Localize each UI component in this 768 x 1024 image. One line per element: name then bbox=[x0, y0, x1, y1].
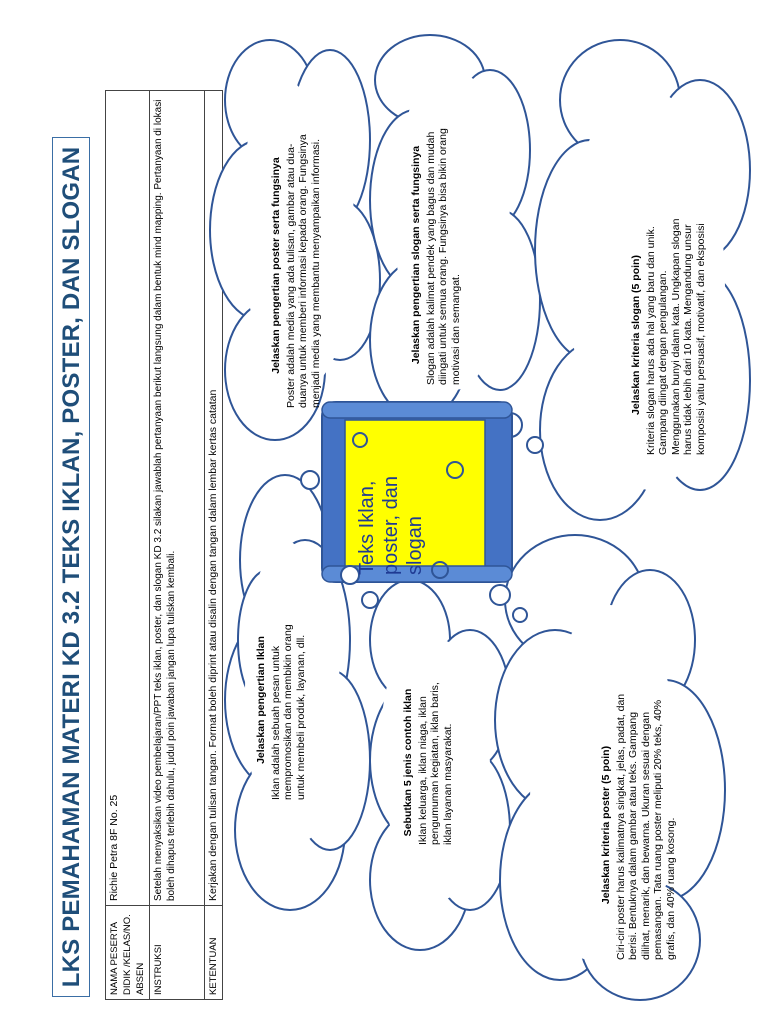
cloud-body: Iklan adalah sebuah pesan untuk mempromosikan dan membikin orang untuk membeli produk, layanan, dll. bbox=[269, 624, 307, 800]
table-label: NAMA PESERTA DIDIK /KELAS/NO. ABSEN bbox=[106, 906, 150, 1000]
cloud-heading: Sebutkan 5 jenis contoh iklan bbox=[402, 688, 414, 837]
cloud-body: Iklan keluarga, iklan niaga, iklan pengumuman kegiatan, iklan baris, iklan layanan masyarakat. bbox=[416, 682, 454, 845]
cloud-pengertian-poster bbox=[270, 123, 360, 408]
cloud-contoh-iklan bbox=[402, 680, 472, 845]
bubble bbox=[527, 437, 543, 453]
cloud-body: Poster adalah media yang ada tulisan, gambar atau dua-duanya untuk memberi informasi kepada orang. Fungsinya menjadi media yang membantu menyampaikan informasi. bbox=[284, 134, 322, 408]
center-topic bbox=[355, 415, 455, 575]
cloud-body: Ciri-ciri poster harus kalimatnya singkat, jelas, padat, dan berisi. Bentuknya dalam gambar atau teks. Gampang dilihat, menarik, dan bewarna. Ukuran sesuai dengan pemasangan. Tata ruang poster meliputi 20% teks, 40% grafis, dan 40% ruang kosong. bbox=[614, 693, 677, 960]
cloud-heading: Jelaskan pengertian Iklan bbox=[255, 636, 267, 764]
cloud-body: Slogan adalah kalimat pendek yang bagus dan mudah diingati untuk semua orang. Fungsinya bisa bikin orang motivasi dan semangat. bbox=[424, 128, 462, 385]
cloud-heading: Jelaskan kriteria slogan (5 poin) bbox=[630, 255, 642, 415]
cloud-body: Kriteria slogan harus ada hal yang baru dan unik. Gampang diingat dengan pengulangan. Menggunakan bunyi dalam kata. Ungkapan slogan harus tidak lebih dari 10 kata. Mengandung unsur komposisi yaitu persuasif, motivatif, dan eksposisi bbox=[644, 218, 707, 455]
center-topic-text: Teks Iklan, poster, dan slogan bbox=[356, 476, 426, 575]
bubble bbox=[301, 471, 319, 489]
table-label: INSTRUKSI bbox=[150, 906, 205, 1000]
cloud-iklan bbox=[255, 600, 325, 800]
cloud-kriteria-slogan bbox=[630, 215, 730, 455]
page-title: LKS PEMAHAMAN MATERI KD 3.2 TEKS IKLAN, POSTER, DAN SLOGAN bbox=[58, 146, 85, 988]
cloud-kriteria-poster bbox=[600, 690, 710, 960]
cloud-pengertian-slogan bbox=[410, 125, 500, 385]
cloud-heading: Jelaskan pengertian poster serta fungsinya bbox=[270, 157, 282, 374]
bubble bbox=[513, 608, 527, 622]
bubble bbox=[490, 585, 510, 605]
table-value: Richie Petra 8F No. 25 bbox=[106, 91, 150, 906]
table-value: Kerjakan dengan tulisan tangan. Format boleh diprint atau disalin dengan tangan dalam lembar kertas catatan bbox=[205, 91, 223, 906]
table-label: KETENTUAN bbox=[205, 906, 223, 1000]
cloud-heading: Jelaskan pengertian slogan serta fungsinya bbox=[410, 145, 422, 365]
bubble bbox=[362, 592, 378, 608]
table-value: Setelah menyaksikan video pembelajaran/PPT teks iklan, poster, dan slogan KD 3.2 silakan jawablah pertanyaan berikut langsung dalam bentuk mind mapping. Pertanyaan di lokasi boleh dihapus terlebih dahulu, judul poin jawaban jangan lupa tuliskan kembali. bbox=[150, 91, 205, 906]
cloud-heading: Jelaskan kriteria poster (5 poin) bbox=[600, 745, 612, 905]
